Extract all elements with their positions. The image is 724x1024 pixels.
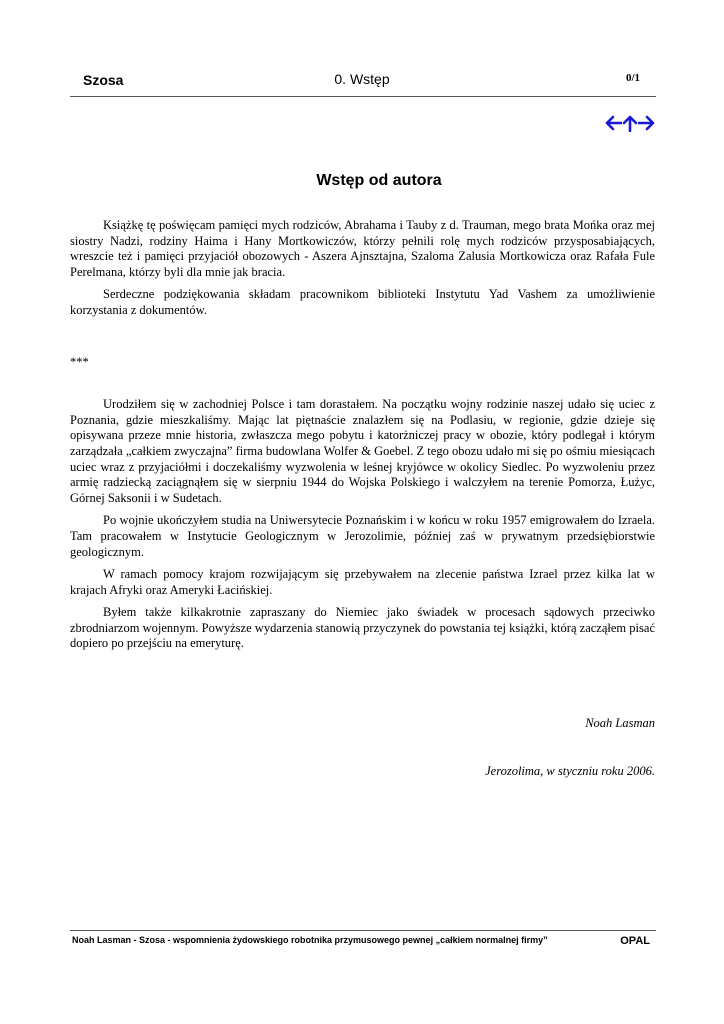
header-divider (70, 96, 656, 97)
footer-divider (70, 930, 656, 931)
header-book-title: Szosa (83, 72, 124, 88)
footer-publisher: OPAL (620, 935, 650, 947)
footer-book-info: Noah Lasman - Szosa - wspomnienia żydowskiego robotnika przymusowego pewnej „całkiem normalnej firmy” (72, 935, 548, 945)
arrow-left-icon[interactable] (604, 115, 622, 131)
arrow-up-icon[interactable] (622, 114, 638, 132)
header-page-number: 0/1 (625, 72, 640, 84)
section-separator: *** (70, 354, 89, 369)
page-title: Wstęp od autora (316, 172, 442, 189)
paragraph-dedication: Książkę tę poświęcam pamięci mych rodziców, Abrahama i Tauby z d. Trauman, mego brata Mońka oraz mej siostry Nadzi, rodziny Haima i Hany Mortkowiczów, którzy pełnili rolę mych rodziców przysposabiających, wreszcie też i pamięci przyjaciół obozowych - Aszera Ajnsztajna, Szaloma Zalusia Mortkowicza oraz Rafała Fule Perelmana, którzy byli dla mnie jak bracia. (70, 218, 655, 279)
paragraph-witness: Byłem także kilkakrotnie zapraszany do Niemiec jako świadek w procesach sądowych przeciwko zbrodniarzom wojennym. Powyższe wydarzenia stanowią przyczynek do powstania tej książki, którą zacząłem pisać dopiero po przejściu na emeryturę. (70, 605, 655, 651)
paragraph-emigration: Po wojnie ukończyłem studia na Uniwersytecie Poznańskim i w końcu w roku 1957 emigrowałem do Izraela. Tam pracowałem w Instytucie Geologicznym w Jerozolimie, później zaś w prywatnym przedsiębiorstwie geologicznym. (70, 513, 655, 559)
navigation-arrows (604, 113, 656, 133)
paragraph-biography: Urodziłem się w zachodniej Polsce i tam dorastałem. Na początku wojny rodzinie naszej udało się uciec z Poznania, gdzie mieszkaliśmy. Mając lat piętnaście znalazłem się na Podlasiu, w regionie, gdzie dzieje się opisywana przeze mnie historia, zwłaszcza mego pobytu i katorżniczej pracy w obozie, który podlegał i którym zarządzała „całkiem zwyczajna” firma budowlana Wolfer & Goebel. Z tego obozu udało mi się po ośmiu miesiącach uciec wraz z przyjaciółmi i doczekaliśmy wyzwolenia w leśnej kryjówce w okolicy Siedlec. Po wyzwoleniu przez armię radziecką zaciągnąłem się w sierpniu 1944 do Wojska Polskiego i walczyłem na terenie Pomorza, Łużyc, Górnej Saksonii i w Sudetach. (70, 397, 655, 505)
document-body (70, 218, 655, 659)
place-and-date: Jerozolima, w styczniu roku 2006. (485, 764, 655, 778)
paragraph-abroad: W ramach pomocy krajom rozwijającym się przebywałem na zlecenie państwa Izrael przez kilka lat w krajach Afryki oraz Ameryki Łacińskiej. (70, 567, 655, 597)
header-chapter-title: 0. Wstęp (334, 71, 390, 87)
paragraph-acknowledgement: Serdeczne podziękowania składam pracownikom biblioteki Instytutu Yad Vashem za umożliwienie korzystania z dokumentów. (70, 287, 655, 317)
author-signature: Noah Lasman (585, 716, 655, 730)
arrow-right-icon[interactable] (638, 115, 656, 131)
